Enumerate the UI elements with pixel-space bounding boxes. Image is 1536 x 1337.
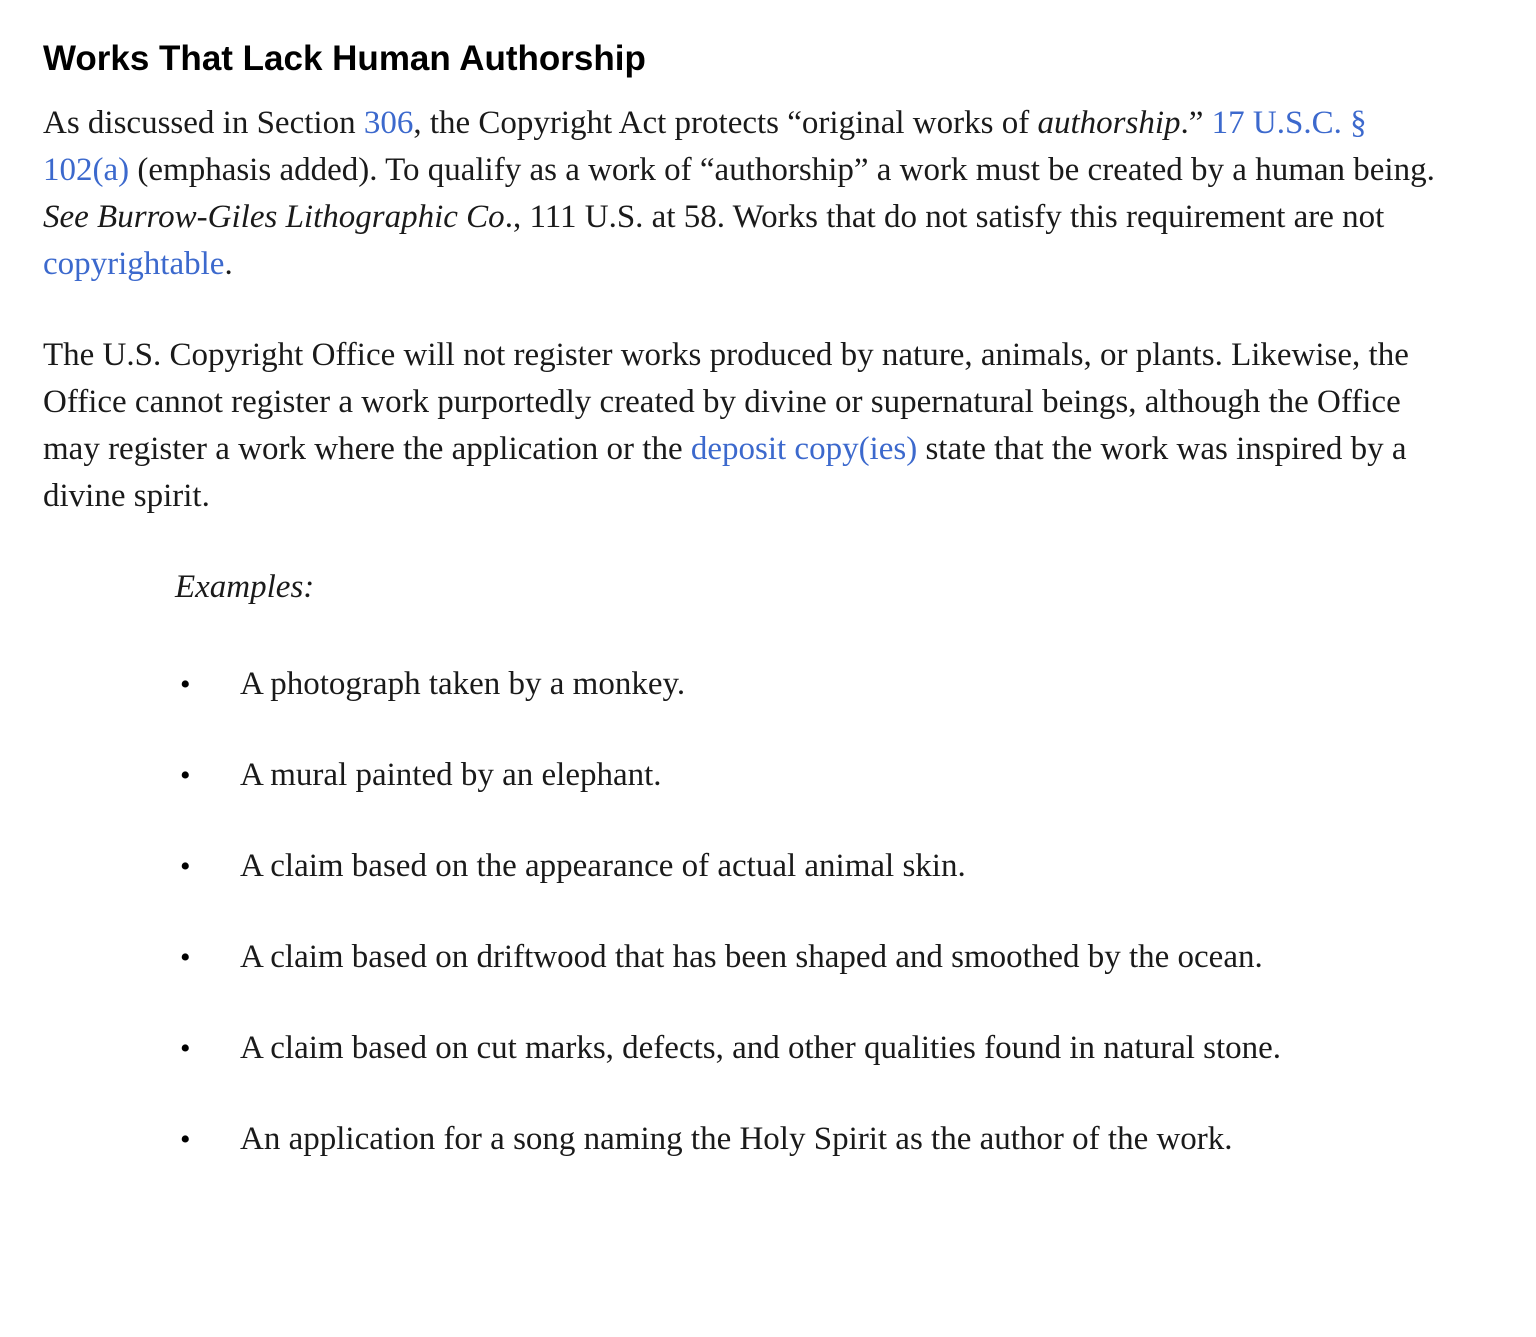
text-segment: (emphasis added). To qualify as a work of “authorship” a work must be created by a human being.	[129, 152, 1435, 188]
link-copyrightable[interactable]: copyrightable	[43, 246, 225, 282]
section-heading: Works That Lack Human Authorship	[43, 39, 646, 78]
list-item-text: A mural painted by an elephant.	[240, 757, 662, 793]
text-segment: .	[224, 246, 233, 282]
citation-burrow-giles: See Burrow-Giles Lithographic Co	[43, 199, 505, 235]
list-item-driftwood	[43, 934, 1440, 981]
bullet-icon: •	[180, 759, 191, 792]
link-deposit-copies[interactable]: deposit copy(ies)	[690, 431, 918, 467]
paragraph-authorship-requirement	[43, 100, 1440, 288]
list-item-monkey-photograph	[43, 661, 1440, 708]
bullet-icon: •	[180, 1032, 191, 1065]
text-segment: As discussed in Section	[43, 105, 364, 141]
link-17-usc-102a[interactable]: 17 U.S.C. § 102(a)	[43, 105, 1367, 188]
bullet-icon: •	[180, 668, 191, 701]
list-item-text: An application for a song naming the Holy Spirit as the author of the work.	[240, 1121, 1233, 1157]
bullet-icon: •	[180, 850, 191, 883]
link-section-306[interactable]: 306	[363, 105, 414, 141]
list-item-text: A claim based on cut marks, defects, and other qualities found in natural stone.	[240, 1030, 1282, 1066]
examples-label: Examples:	[175, 569, 315, 605]
list-item-natural-stone	[43, 1025, 1440, 1072]
paragraph-office-registration	[43, 332, 1440, 520]
bullet-icon: •	[180, 1123, 191, 1156]
text-segment: , the Copyright Act protects “original works of	[413, 105, 1038, 141]
list-item-animal-skin	[43, 843, 1440, 890]
text-segment: The U.S. Copyright Office will not register works produced by nature, animals, or plants. Likewise, the Office cannot register a work purportedly created by divine or supernatural beings, although the Office may register a work where the application or the	[43, 337, 1409, 467]
examples-list	[43, 661, 1440, 1163]
text-segment: .”	[1180, 105, 1212, 141]
list-item-elephant-mural	[43, 752, 1440, 799]
list-item-text: A claim based on driftwood that has been shaped and smoothed by the ocean.	[240, 939, 1263, 975]
emphasis-authorship: authorship	[1037, 105, 1181, 141]
bullet-icon: •	[180, 941, 191, 974]
list-item-text: A photograph taken by a monkey.	[240, 666, 686, 702]
text-segment: state that the work was inspired by a divine spirit.	[43, 431, 1407, 514]
text-segment: ., 111 U.S. at 58. Works that do not satisfy this requirement are not	[504, 199, 1385, 235]
list-item-holy-spirit-song	[43, 1116, 1440, 1163]
list-item-text: A claim based on the appearance of actual animal skin.	[240, 848, 966, 884]
